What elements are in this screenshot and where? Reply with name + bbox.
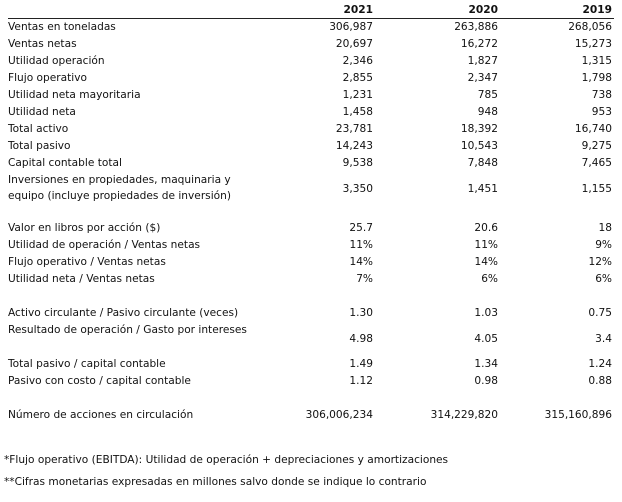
table-row [8,271,614,288]
cell-2021: 3,350 [342,183,373,195]
row-label: Capital contable total [8,157,122,169]
cell-2019: 738 [591,89,612,101]
table-row [8,104,614,121]
cell-2019: 315,160,896 [544,409,612,421]
table-row [8,36,614,53]
table-row [8,237,614,254]
row-label: Número de acciones en circulación [8,409,194,421]
cell-2020: 18,392 [460,123,498,135]
cell-2020: 10,543 [460,140,498,152]
table-row [8,19,614,36]
row-label: Flujo operativo / Ventas netas [8,256,166,268]
table-row [8,87,614,104]
table-row [8,53,614,70]
cell-2021: 4.98 [349,333,373,345]
row-label: Utilidad operación [8,55,105,67]
cell-2021: 306,006,234 [305,409,373,421]
cell-2020: 14% [474,256,498,268]
cell-2021: 23,781 [335,123,373,135]
cell-2021: 2,855 [342,72,373,84]
table-row [8,121,614,138]
cell-2019: 16,740 [574,123,612,135]
cell-2021: 1,231 [342,89,373,101]
row-label: Ventas en toneladas [8,21,116,33]
cell-2021: 9,538 [342,157,373,169]
cell-2021: 14% [349,256,373,268]
cell-2019: 7,465 [581,157,612,169]
cell-2019: 18 [598,222,612,234]
row-label: Total activo [8,123,69,135]
row-label: Ventas netas [8,38,77,50]
cell-2019: 0.88 [588,375,612,387]
column-header-2021: 2021 [343,4,373,16]
cell-2019: 0.75 [588,307,612,319]
row-label: Valor en libros por acción ($) [8,222,161,234]
cell-2020: 20.6 [474,222,498,234]
cell-2020: 11% [474,239,498,251]
cell-2021: 1.12 [349,375,373,387]
cell-2020: 4.05 [474,333,498,345]
table-row [8,356,614,373]
cell-2019: 1,798 [581,72,612,84]
row-label: Inversiones en propiedades, maquinaria y equipo (incluye propiedades de inversión) [8,174,231,202]
cell-2021: 14,243 [335,140,373,152]
cell-2020: 785 [477,89,498,101]
table-row [8,138,614,155]
cell-2019: 9,275 [581,140,612,152]
row-label: Total pasivo [8,140,71,152]
cell-2021: 11% [349,239,373,251]
row-label: Utilidad neta / Ventas netas [8,273,155,285]
row-spacer [8,206,614,220]
table-row [8,220,614,237]
row-label: Pasivo con costo / capital contable [8,375,191,387]
row-label: Flujo operativo [8,72,87,84]
table-row [8,70,614,87]
table-row [8,407,614,424]
cell-2021: 7% [356,273,373,285]
cell-2021: 1,458 [342,106,373,118]
table-row [8,254,614,271]
row-label: Utilidad de operación / Ventas netas [8,239,201,251]
cell-2021: 1.30 [349,307,373,319]
cell-2019: 1.24 [588,358,612,370]
cell-2021: 20,697 [335,38,373,50]
cell-2020: 2,347 [467,72,498,84]
table-row [8,373,614,390]
cell-2019: 6% [595,273,612,285]
footnotes [4,449,614,493]
cell-2019: 1,155 [581,183,612,195]
cell-2020: 314,229,820 [430,409,498,421]
table-row [8,305,614,322]
cell-2020: 1.34 [474,358,498,370]
cell-2020: 1,827 [467,55,498,67]
cell-2021: 25.7 [349,222,373,234]
footnote-ebitda: *Flujo operativo (EBITDA): Utilidad de operación + depreciaciones y amortizaciones [4,454,449,466]
row-spacer [8,390,614,407]
cell-2020: 1,451 [467,183,498,195]
table-row [8,322,614,356]
cell-2020: 6% [481,273,498,285]
cell-2019: 15,273 [574,38,612,50]
financial-summary-table [8,0,614,424]
row-label: Total pasivo / capital contable [8,358,166,370]
cell-2019: 953 [591,106,612,118]
cell-2019: 3.4 [595,333,612,345]
table-header [8,0,614,19]
cell-2020: 16,272 [460,38,498,50]
row-label: Activo circulante / Pasivo circulante (veces) [8,307,239,319]
table-row [8,172,614,206]
cell-2020: 1.03 [474,307,498,319]
cell-2019: 268,056 [568,21,612,33]
footnote-currency: **Cifras monetarias expresadas en millones salvo donde se indique lo contrario [4,476,427,488]
cell-2020: 0.98 [474,375,498,387]
column-header-2019: 2019 [582,4,612,16]
column-header-2020: 2020 [468,4,498,16]
cell-2021: 1.49 [349,358,373,370]
row-label: Utilidad neta [8,106,76,118]
cell-2019: 1,315 [581,55,612,67]
row-spacer [8,288,614,305]
cell-2021: 306,987 [329,21,373,33]
cell-2020: 7,848 [467,157,498,169]
cell-2019: 9% [595,239,612,251]
cell-2021: 2,346 [342,55,373,67]
row-label: Resultado de operación / Gasto por intereses [8,324,247,336]
table-row [8,155,614,172]
cell-2020: 948 [477,106,498,118]
cell-2019: 12% [588,256,612,268]
cell-2020: 263,886 [454,21,498,33]
row-label: Utilidad neta mayoritaria [8,89,141,101]
